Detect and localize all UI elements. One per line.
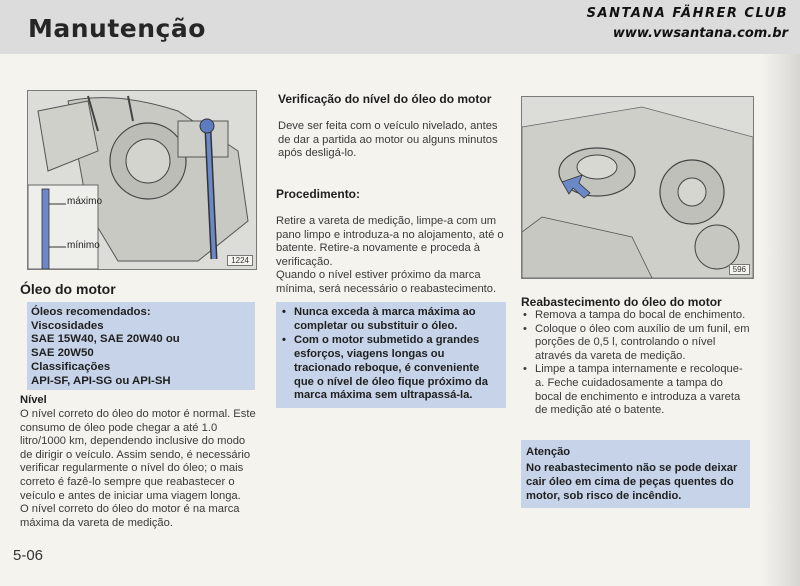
oils-line: SAE 15W40, SAE 20W40 ou bbox=[31, 333, 180, 346]
label-minimo: mínimo bbox=[67, 240, 100, 251]
engine-drawing-filler bbox=[522, 97, 753, 278]
engine-drawing-dipstick bbox=[28, 91, 256, 269]
attention-title: Atenção bbox=[526, 446, 571, 458]
refill-title: Reabastecimento do óleo do motor bbox=[521, 295, 722, 309]
level-paragraph: O nível correto do óleo do motor é na marca máxima da vareta de medição. bbox=[20, 503, 240, 529]
procedure-paragraph: Retire a vareta de medição, limpe-a com um pano limpo e introduza-a no alojamento, até o batente. Retire-a novamente e proceda à verificação. bbox=[276, 215, 504, 268]
oils-line: Viscosidades bbox=[31, 319, 104, 332]
page-gutter-shadow bbox=[762, 54, 800, 586]
watermark bbox=[587, 6, 788, 41]
refill-item: • Limpe a tampa internamente e recoloque-a. Feche cuidadosamente a tampa do bocal de enchimento e introduza a vareta de medição até o batente. bbox=[521, 363, 752, 417]
warning-list bbox=[280, 306, 502, 403]
warning-item: • Nunca exceda à marca máxima ao completar ou substituir o óleo. bbox=[280, 306, 502, 334]
oils-line: SAE 20W50 bbox=[31, 347, 94, 360]
figure-oil-filler bbox=[521, 96, 754, 279]
watermark-url: www.vwsantana.com.br bbox=[612, 26, 788, 41]
oils-line: Classificações bbox=[31, 360, 111, 373]
check-text: Deve ser feita com o veículo nivelado, antes de dar a partida ao motor ou alguns minutos após desligá-lo. bbox=[278, 120, 498, 160]
refill-list bbox=[521, 309, 752, 418]
oils-line: Óleos recomendados: bbox=[31, 306, 151, 318]
check-title: Verificação do nível do óleo do motor bbox=[278, 92, 492, 106]
oils-recommended-text bbox=[31, 306, 253, 388]
level-text bbox=[20, 408, 256, 530]
refill-item: • Remova a tampa do bocal de enchimento. bbox=[521, 309, 752, 323]
figure-dipstick bbox=[27, 90, 257, 270]
level-title: Nível bbox=[20, 394, 47, 406]
watermark-club: SANTANA FÄHRER CLUB bbox=[586, 6, 788, 21]
label-maximo: máximo bbox=[67, 196, 103, 207]
level-paragraph: O nível correto do óleo do motor é normal. Este consumo de óleo pode chegar a até 1.0 litro/1000 km, dependendo inclusive do modo de dirigir o veículo. Assim sendo, é necessário verificar regularmente o nível do óleo; o mais correto é fazê-lo sempre que reabastecer o veículo e antes de iniciar uma viagem longa. bbox=[20, 408, 256, 502]
page-title: Manutenção bbox=[28, 14, 206, 43]
attention-text: No reabastecimento não se pode deixar cair óleo em cima de peças quentes do motor, sob risco de incêndio. bbox=[526, 462, 738, 503]
heading-oleo-motor: Óleo do motor bbox=[20, 281, 116, 297]
warning-item: • Com o motor submetido a grandes esforços, viagens longas ou tracionado reboque, é conveniente que o nível de óleo fique próximo da marca máxima sem ultrapassá-la. bbox=[280, 334, 502, 404]
refill-item: • Coloque o óleo com auxílio de um funil, em porções de 0,5 l, controlando o nível através da vareta de medição. bbox=[521, 323, 752, 364]
figure-number: 1224 bbox=[227, 255, 253, 266]
procedure-paragraph: Quando o nível estiver próximo da marca mínima, será necessário o reabastecimento. bbox=[276, 269, 497, 295]
procedure-text bbox=[276, 215, 508, 297]
oils-line: API-SF, API-SG ou API-SH bbox=[31, 374, 171, 387]
procedure-title: Procedimento: bbox=[276, 187, 361, 201]
page-number: 5-06 bbox=[13, 547, 44, 564]
figure-number: 596 bbox=[729, 264, 750, 275]
